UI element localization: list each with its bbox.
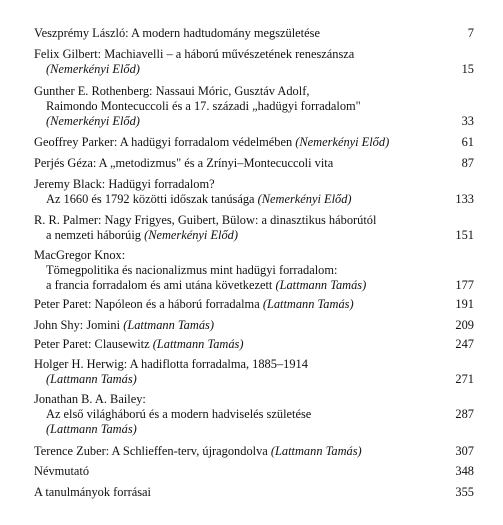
toc-translator: (Nemerkényi Előd) [46, 114, 140, 128]
toc-entry-title: Jeremy Black: Hadügyi forradalom? [34, 177, 215, 191]
toc-entry-title: Perjés Géza: A „metodizmus" és a Zrínyi–Montecuccoli vita [34, 156, 334, 170]
toc-page-number: 15 [461, 62, 474, 76]
toc-entry-title-cont [34, 192, 474, 207]
toc-entry [34, 248, 474, 293]
toc-entry-title [34, 135, 474, 150]
toc-entry-title [34, 297, 474, 312]
toc-entry [34, 444, 474, 459]
toc-entry [34, 177, 474, 207]
toc-entry-title: A tanulmányok forrásai [34, 485, 151, 499]
toc-page-number: 33 [461, 114, 474, 128]
toc-entry [34, 84, 474, 129]
toc-title-text: John Shy: Jomini [34, 318, 121, 332]
toc-entry [34, 485, 474, 500]
toc-entry [34, 392, 474, 437]
toc-entry-title [34, 337, 474, 352]
toc-translator: (Lattmann Tamás) [275, 278, 367, 292]
toc-entry [34, 47, 474, 77]
toc-title-text: Terence Zuber: A Schlieffen-terv, újragondolva [34, 444, 268, 458]
toc-entry [34, 26, 474, 41]
toc-title-text: a francia forradalom és ami utána következett [46, 278, 273, 292]
toc-entry [34, 337, 474, 352]
toc-entry-title [34, 318, 474, 333]
toc-translator: (Lattmann Tamás) [152, 337, 244, 351]
toc-entry [34, 357, 474, 387]
toc-title-text: Az 1660 és 1792 közötti időszak tanúsága [46, 192, 255, 206]
toc-entry-title-cont: Tömegpolitika és nacionalizmus mint hadügyi forradalom: [46, 263, 338, 277]
toc-title-text: Peter Paret: Napóleon és a háború forradalma [34, 297, 260, 311]
toc-page-number: 247 [455, 337, 474, 351]
toc-entry-title-cont: Az első világháború és a modern hadviselés születése [46, 407, 312, 421]
toc-entry-title: R. R. Palmer: Nagy Frigyes, Guibert, Bülow: a dinasztikus háborútól [34, 213, 377, 227]
toc-entry-title: Névmutató [34, 464, 90, 478]
toc-entry [34, 297, 474, 312]
toc-translator: (Lattmann Tamás) [46, 372, 137, 386]
toc-entry [34, 135, 474, 150]
toc-entry-title: Gunther E. Rothenberg: Nassaui Móric, Gusztáv Adolf, [34, 84, 310, 98]
toc-page-number: 191 [455, 297, 474, 311]
toc-translator: (Nemerkényi Előd) [144, 228, 239, 242]
toc-page-number: 348 [455, 464, 474, 478]
toc-title-text: Geoffrey Parker: A hadügyi forradalom védelmében [34, 135, 293, 149]
toc-translator: (Lattmann Tamás) [123, 318, 214, 332]
toc-entry-title: MacGregor Knox: [34, 248, 126, 262]
toc-entry [34, 213, 474, 243]
toc-entry-title-cont [34, 278, 474, 293]
toc-page-number: 355 [455, 485, 474, 499]
toc-page-number: 133 [455, 192, 474, 206]
toc-entry-title: Veszprémy László: A modern hadtudomány megszületése [34, 26, 320, 40]
toc-entry-title-cont [34, 228, 474, 243]
toc-page-number: 271 [455, 372, 474, 386]
toc-page-number: 87 [461, 156, 474, 170]
toc-page-number: 287 [455, 407, 474, 421]
toc-page-number: 61 [461, 135, 474, 149]
toc-page-number: 151 [455, 228, 474, 242]
toc-page-number: 177 [455, 278, 474, 292]
toc-translator: (Lattmann Tamás) [262, 297, 354, 311]
toc-translator: (Nemerkényi Előd) [46, 62, 140, 76]
toc-entry-title [34, 47, 474, 62]
toc-translator: (Nemerkényi Előd) [295, 135, 390, 149]
toc-entry-title: Jonathan B. A. Bailey: [34, 392, 146, 406]
toc-page-number: 209 [455, 318, 474, 332]
toc-entry [34, 464, 474, 479]
toc-page-number: 307 [455, 444, 474, 458]
toc-entry [34, 156, 474, 171]
toc-page-number: 7 [467, 26, 474, 40]
toc-entry-title [34, 444, 474, 459]
toc-title-text: Felix Gilbert: Machiavelli – a háború művészetének reneszánsza [34, 47, 355, 61]
toc-translator: (Nemerkényi Előd) [257, 192, 352, 206]
toc-title-text: Peter Paret: Clausewitz [34, 337, 150, 351]
toc-entry-title-cont: Raimondo Montecuccoli és a 17. századi „hadügyi forradalom" [46, 99, 361, 113]
toc-entry-title: Holger H. Herwig: A hadiflotta forradalma, 1885–1914 [34, 357, 308, 371]
toc-entry [34, 318, 474, 333]
toc-translator: (Lattmann Tamás) [270, 444, 362, 458]
toc-title-text: a nemzeti háborúig [46, 228, 141, 242]
toc-translator: (Lattmann Tamás) [46, 422, 137, 436]
